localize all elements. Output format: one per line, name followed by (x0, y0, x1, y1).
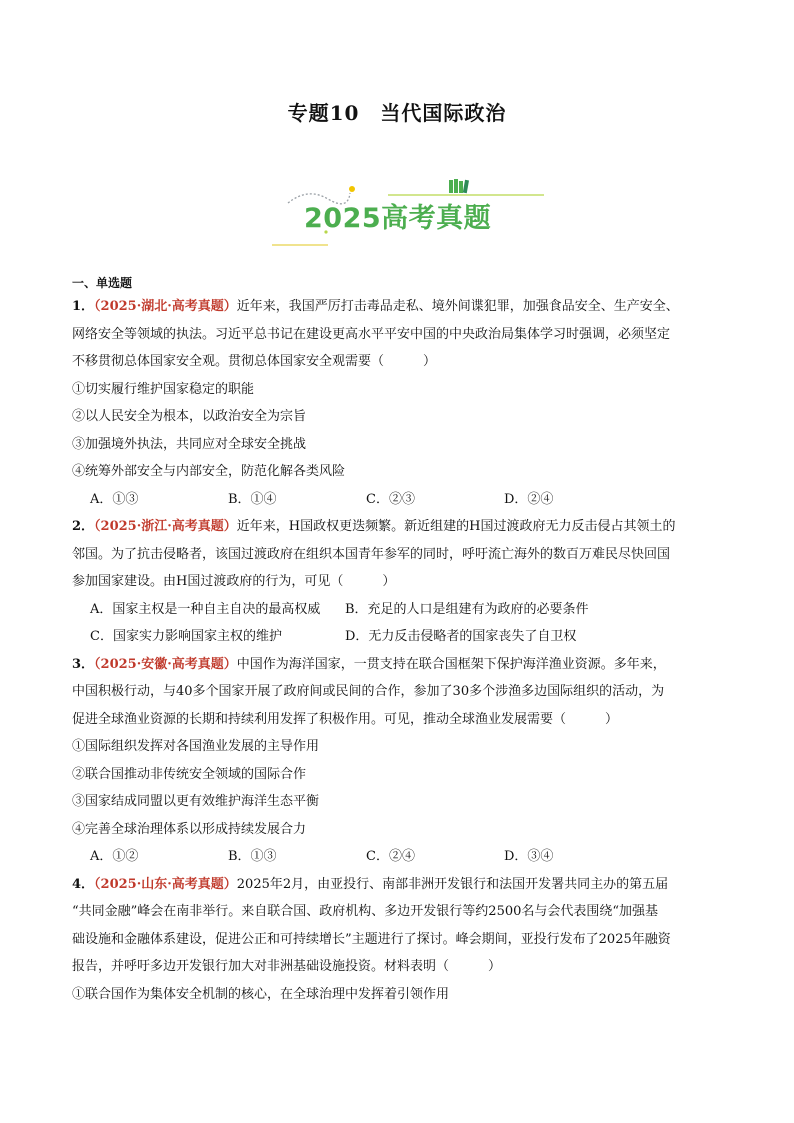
banner-title: 2025高考真题 (304, 203, 492, 234)
question-content (72, 276, 732, 1008)
choice-c: C．②④ (366, 849, 415, 864)
question-text-line: 邻国。为了抗击侵略者，该国过渡政府在组织本国青年参军的同时，呼吁流亡海外的数百万难民尽快回国 (72, 546, 671, 562)
statement-item: ③国家结成同盟以更有效维护海洋生态平衡 (72, 794, 320, 809)
question-text-line: 础设施和金融体系建设，促进公正和可持续增长”主题进行了探讨。峰会期间，亚投行发布了2025年融资 (72, 931, 671, 947)
statement-item: ④完善全球治理体系以形成持续发展合力 (72, 821, 307, 837)
banner (268, 175, 548, 250)
choice-b: B．①④ (228, 491, 277, 507)
question-text-line: 网络安全等领域的执法。习近平总书记在建设更高水平平安中国的中央政治局集体学习时强调，必须坚定 (72, 326, 671, 342)
question-source-tag: （2025·山东·高考真题） (94, 876, 237, 892)
question-4-stem (72, 871, 732, 899)
choice-d: D．②④ (504, 491, 554, 507)
page-title: 专题10 当代国际政治 (287, 101, 507, 125)
choice-d: D．无力反击侵略者的国家丧失了自卫权 (345, 629, 577, 644)
question-1 (72, 293, 732, 513)
question-number: 3． (72, 656, 95, 672)
statement-item: ③加强境外执法，共同应对全球安全挑战 (72, 436, 307, 452)
question-text: 中国作为海洋国家，一贯支持在联合国框架下保护海洋渔业资源。多年来， (236, 656, 666, 672)
choice-b: B．充足的人口是组建有为政府的必要条件 (345, 601, 589, 617)
choice-d: D．③④ (504, 849, 554, 864)
section-title: 一、单选题 (72, 276, 133, 290)
statement-item: ①国际组织发挥对各国渔业发展的主导作用 (72, 739, 320, 754)
statement-item: ④统筹外部安全与内部安全，防范化解各类风险 (72, 464, 346, 479)
question-text-line: 报告，并呼吁多边开发银行加大对非洲基础设施投资。材料表明（ ） (72, 959, 502, 974)
question-source-tag: （2025·浙江·高考真题） (94, 519, 237, 534)
question-4 (72, 871, 732, 1009)
question-number: 4． (72, 876, 95, 892)
statement-item: ①切实履行维护国家稳定的职能 (72, 381, 255, 397)
question-source-tag: （2025·湖北·高考真题） (94, 299, 237, 314)
question-text-line: 促进全球渔业资源的长期和持续利用发挥了积极作用。可见，推动全球渔业发展需要（ ） (72, 711, 619, 727)
choice-c: C．②③ (366, 491, 415, 507)
question-2 (72, 513, 732, 651)
question-3 (72, 651, 732, 871)
question-text: 近年来，我国严厉打击毒品走私、境外间谍犯罪，加强食品安全、生产安全、 (236, 299, 679, 314)
choice-a: A．①③ (90, 491, 139, 507)
question-number: 1． (72, 299, 95, 314)
answer-choices (72, 486, 732, 514)
statement-item: ②联合国推动非传统安全领域的国际合作 (72, 766, 307, 782)
choice-a: A．国家主权是一种自主自决的最高权威 (90, 601, 321, 617)
statement-item: ①联合国作为集体安全机制的核心，在全球治理中发挥着引领作用 (72, 986, 450, 1002)
question-2-stem (72, 513, 732, 541)
question-3-stem (72, 651, 732, 679)
question-text: 2025年2月，由亚投行、南部非洲开发银行和法国开发署共同主办的第五届 (236, 876, 669, 892)
choice-a: A．①② (90, 849, 139, 864)
statement-item: ②以人民安全为根本，以政治安全为宗旨 (72, 409, 307, 424)
question-1-stem (72, 293, 732, 321)
answer-choices (72, 843, 732, 871)
question-text-line: 参加国家建设。由H国过渡政府的行为，可见（ ） (72, 574, 396, 589)
question-text-line: 中国积极行动，与40多个国家开展了政府间或民间的合作，参加了30多个涉渔多边国际组织的活动，为 (72, 684, 665, 699)
question-number: 2． (72, 519, 95, 534)
question-text-line: 不移贯彻总体国家安全观。贯彻总体国家安全观需要（ ） (72, 354, 437, 369)
question-text-line: “共同金融”峰会在南非举行。来自联合国、政府机构、多边开发银行等约2500名与会代表围绕“加强基 (72, 904, 659, 919)
choice-c: C．国家实力影响国家主权的维护 (90, 629, 282, 644)
question-text: 近年来，H国政权更迭频繁。新近组建的H国过渡政府无力反击侵占其领土的 (236, 519, 676, 534)
answer-choices (72, 596, 732, 624)
question-source-tag: （2025·安徽·高考真题） (94, 656, 237, 672)
choice-b: B．①③ (228, 849, 277, 864)
answer-choices (72, 623, 732, 651)
